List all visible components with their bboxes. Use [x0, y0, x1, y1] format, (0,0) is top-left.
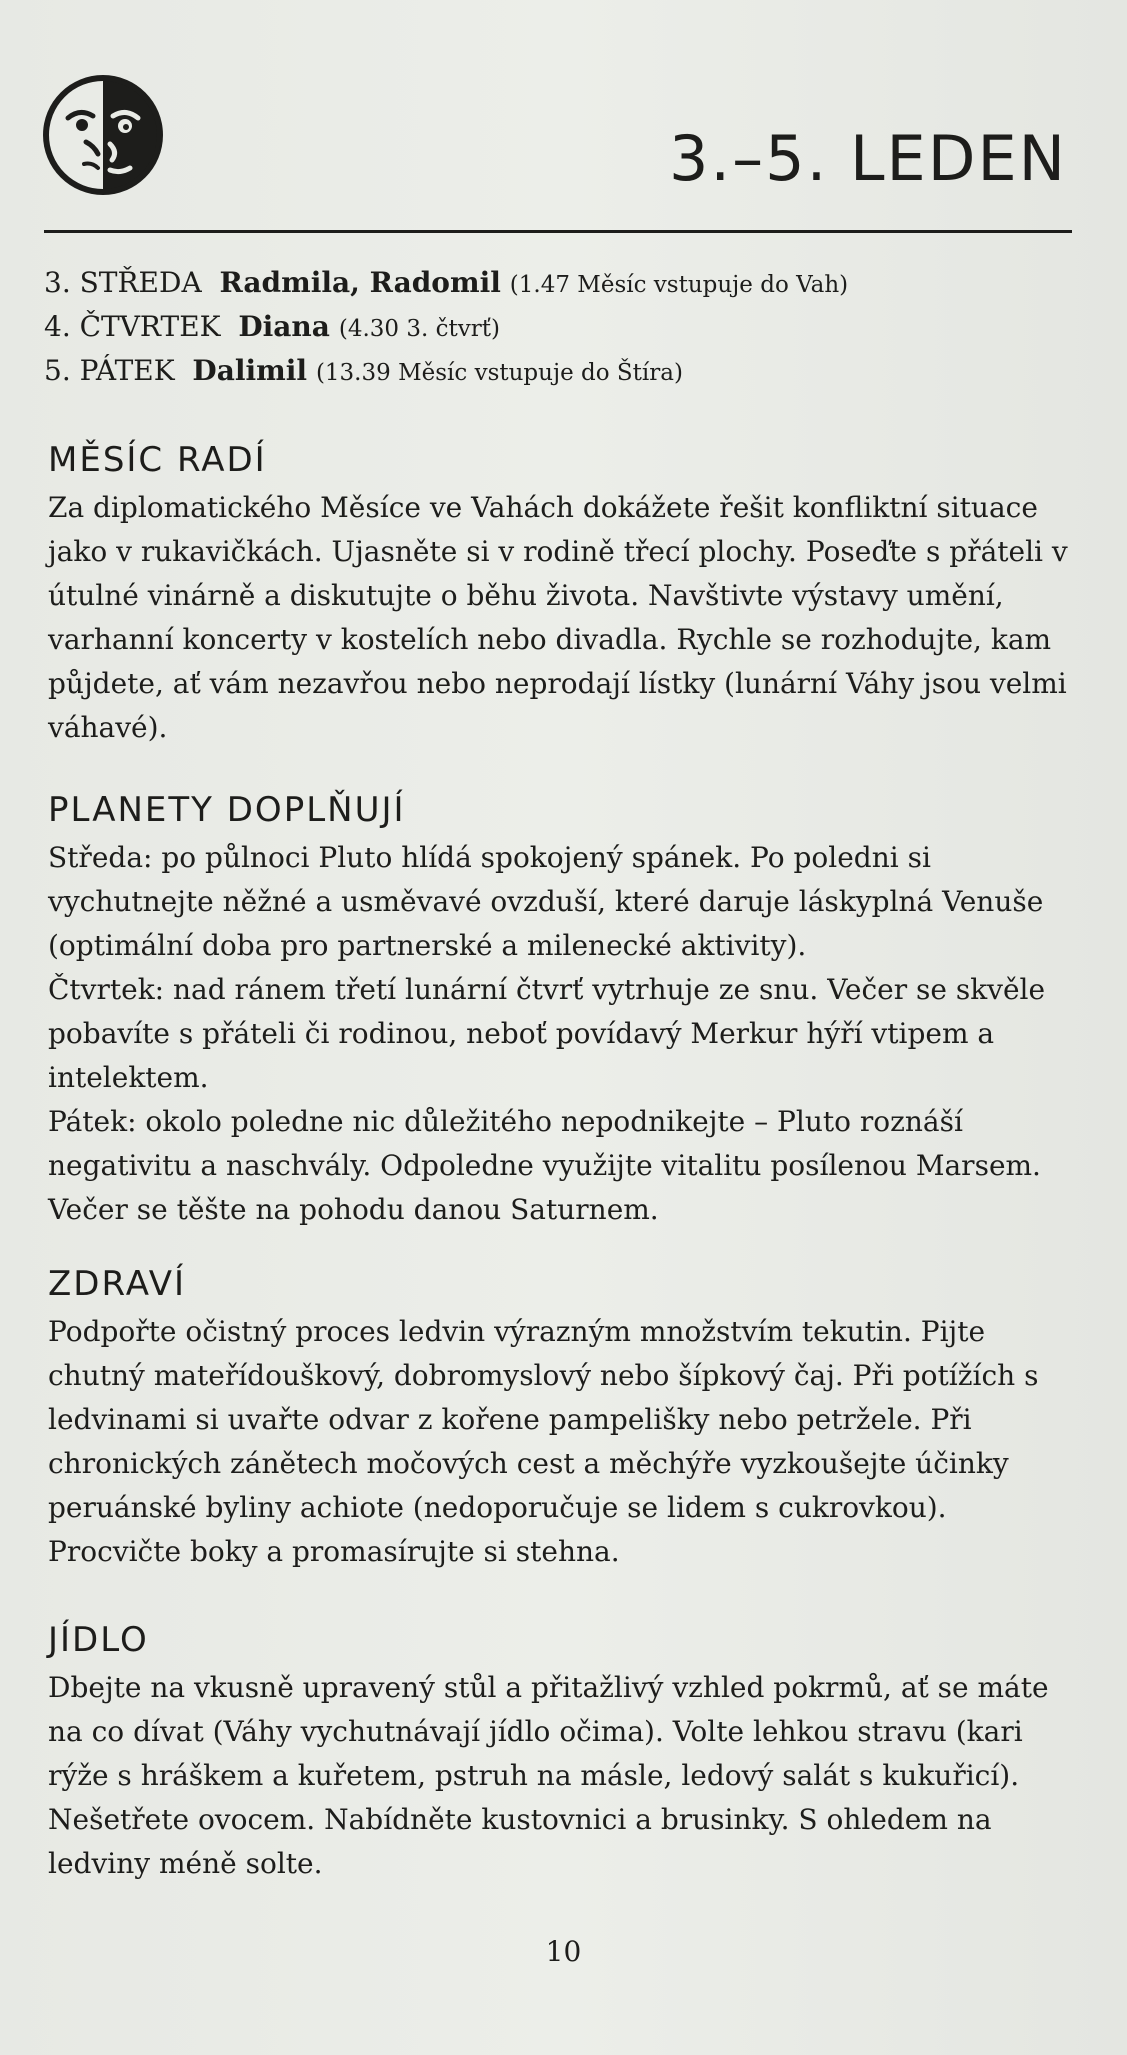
- nameday-names: Radmila, Radomil: [219, 266, 501, 299]
- day-label: 4. ČTVRTEK: [44, 310, 221, 343]
- nameday-names: Diana: [238, 310, 330, 343]
- section-text: Podpořte očistný proces ledvin výrazným množstvím tekutin. Pijte chutný mateřídouškový, dobromyslový nebo šípkový čaj. Při potížích s ledvinami si uvařte odvar z kořene pampelišky nebo petržele. Při chronických zánětech močových cest a měchýře vyzkoušejte účinky peruánské byliny achiote (nedoporučuje se lidem s cukrovkou). Procvičte boky a promasírujte si stehna.: [48, 1315, 1039, 1568]
- section-heading: PLANETY DOPLŇUJÍ: [48, 790, 406, 830]
- day-entry: [44, 350, 1064, 394]
- section-heading: ZDRAVÍ: [48, 1264, 187, 1304]
- header-divider: [44, 230, 1072, 233]
- page-title: 3.–5. LEDEN: [668, 122, 1067, 195]
- planet-paragraph-wednesday: Středa: po půlnoci Pluto hlídá spokojený spánek. Po poledni si vychutnejte něžné a usměvavé ovzduší, které daruje láskyplná Venuše (optimální doba pro partnerské a milenecké aktivity).: [48, 841, 1044, 962]
- day-entry: [44, 306, 1064, 350]
- section-text: Dbejte na vkusně upravený stůl a přitažlivý vzhled pokrmů, ať se máte na co dívat (Váhy vychutnávají jídlo očima). Volte lehkou stravu (kari rýže s hráškem a kuřetem, pstruh na másle, ledový salát s kukuřicí). Nešetřete ovocem. Nabídněte kustovnici a brusinky. S ohledem na ledviny méně solte.: [48, 1671, 1049, 1880]
- planet-paragraph-thursday: Čtvrtek: nad ránem třetí lunární čtvrť vytrhuje ze snu. Večer se skvěle pobavíte s přáteli či rodinou, neboť povídavý Merkur hýří vtipem a intelektem.: [48, 973, 1046, 1094]
- nameday-names: Dalimil: [192, 354, 308, 387]
- section-text: Za diplomatického Měsíce ve Vahách dokážete řešit konfliktní situace jako v rukavičkách. Ujasněte si v rodině třecí plochy. Poseďte s přáteli v útulné vinárně a diskutujte o běhu života. Navštivte výstavy umění, varhanní koncerty v kostelích nebo divadla. Rychle se rozhodujte, kam půjdete, ať vám nezavřou nebo neprodají lístky (lunární Váhy jsou velmi váhavé).: [48, 491, 1068, 744]
- day-note: (13.39 Měsíc vstupuje do Štíra): [315, 360, 683, 386]
- day-label: 3. STŘEDA: [44, 266, 202, 299]
- day-entry: [44, 262, 1064, 306]
- day-note: (4.30 3. čtvrť): [338, 316, 500, 342]
- day-note: (1.47 Měsíc vstupuje do Vah): [509, 272, 849, 298]
- section-planety-doplnuji: [48, 788, 1076, 1232]
- day-list: [44, 262, 1064, 394]
- section-mesic-radi: [48, 438, 1076, 750]
- section-heading: JÍDLO: [48, 1620, 149, 1660]
- page-number: 10: [545, 1935, 582, 1968]
- sun-moon-face-icon: [38, 70, 168, 200]
- day-label: 5. PÁTEK: [44, 354, 175, 387]
- section-heading: MĚSÍC RADÍ: [48, 440, 267, 480]
- planet-paragraph-friday: Pátek: okolo poledne nic důležitého nepodnikejte – Pluto roznáší negativitu a naschvály. Odpoledne využijte vitalitu posílenou Marsem. Večer se těšte na pohodu danou Saturnem.: [48, 1105, 1041, 1226]
- section-jidlo: [48, 1618, 1076, 1886]
- section-zdravi: [48, 1262, 1076, 1574]
